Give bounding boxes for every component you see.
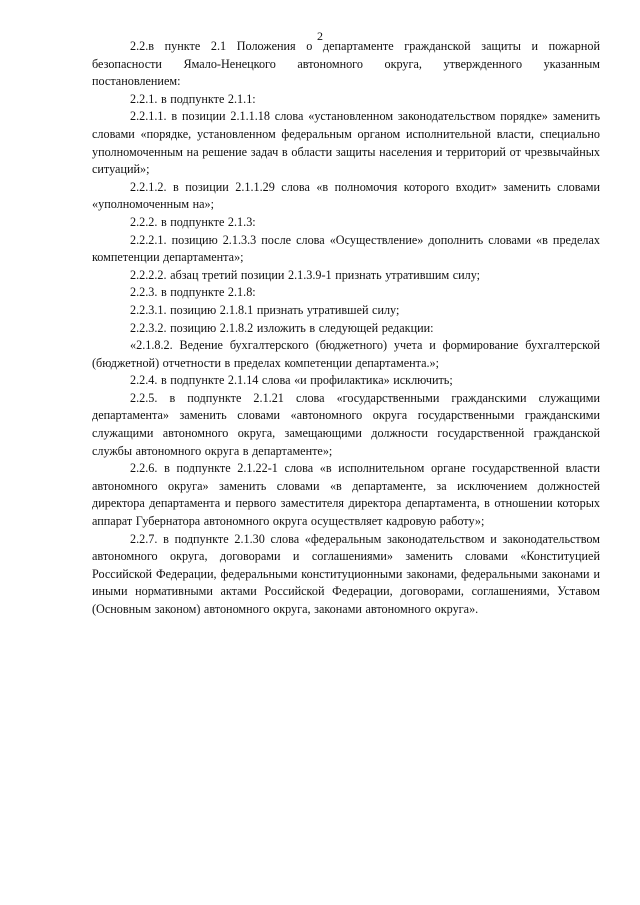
paragraph: 2.2.2.1. позицию 2.1.3.3 после слова «Осуществление» дополнить словами «в пределах компетенции департамента»; <box>92 232 600 265</box>
page-number: 2 <box>317 29 323 43</box>
paragraph: 2.2.2.2. абзац третий позиции 2.1.3.9-1 признать утратившим силу; <box>130 267 481 282</box>
paragraph: 2.2.1. в подпункте 2.1.1: <box>130 91 256 106</box>
paragraph: 2.2.3.1. позицию 2.1.8.1 признать утратившей силу; <box>130 302 400 317</box>
paragraph: 2.2.5. в подпункте 2.1.21 слова «государственными гражданскими служащими департамента» заменить словами «автономного округа государственными гражданскими служащими автономного округа, замещающими должности государственной гражданской службы автономного округа в департаменте»; <box>92 390 600 458</box>
paragraph: 2.2.в пункте 2.1 Положения о департаменте гражданской защиты и пожарной безопасности Ямало-Ненецкого автономного округа, утвержденного указанным постановлением: <box>92 39 600 89</box>
paragraph: 2.2.1.2. в позиции 2.1.1.29 слова «в полномочия которого входит» заменить словами «уполномоченным на»; <box>92 179 600 212</box>
document-body <box>92 38 600 619</box>
paragraph: 2.2.2. в подпункте 2.1.3: <box>130 214 256 229</box>
paragraph: «2.1.8.2. Ведение бухгалтерского (бюджетного) учета и формирование бухгалтерской (бюджетной) отчетности в пределах компетенции департамента.»; <box>92 338 600 370</box>
paragraph: 2.2.7. в подпункте 2.1.30 слова «федеральным законодательством и законодательством автономного округа, договорами и соглашениями» заменить словами «Конституцией Российской Федерации, федеральными конституционными законами, федеральными законами и иными нормативными актами Российской Федерации, договорами, соглашениями, Уставом (Основным законом) автономного округа, законами автономного округа». <box>92 531 600 616</box>
paragraph: 2.2.6. в подпункте 2.1.22-1 слова «в исполнительном органе государственной власти автономного округа» заменить словами «в департаменте, за исключением должностей директора департамента и первого заместителя директора департамента, в отношении которых аппарат Губернатора автономного округа осуществляет кадровую работу»; <box>92 461 600 529</box>
paragraph: 2.2.3.2. позицию 2.1.8.2 изложить в следующей редакции: <box>130 320 434 335</box>
paragraph: 2.2.4. в подпункте 2.1.14 слова «и профилактика» исключить; <box>130 373 453 388</box>
paragraph: 2.2.3. в подпункте 2.1.8: <box>130 285 256 300</box>
paragraph: 2.2.1.1. в позиции 2.1.1.18 слова «установленном законодательством порядке» заменить словами «порядке, установленном федеральным органом исполнительной власти, специально уполномоченным на решение задач в области защиты населения и территорий от чрезвычайных ситуаций»; <box>92 109 600 177</box>
